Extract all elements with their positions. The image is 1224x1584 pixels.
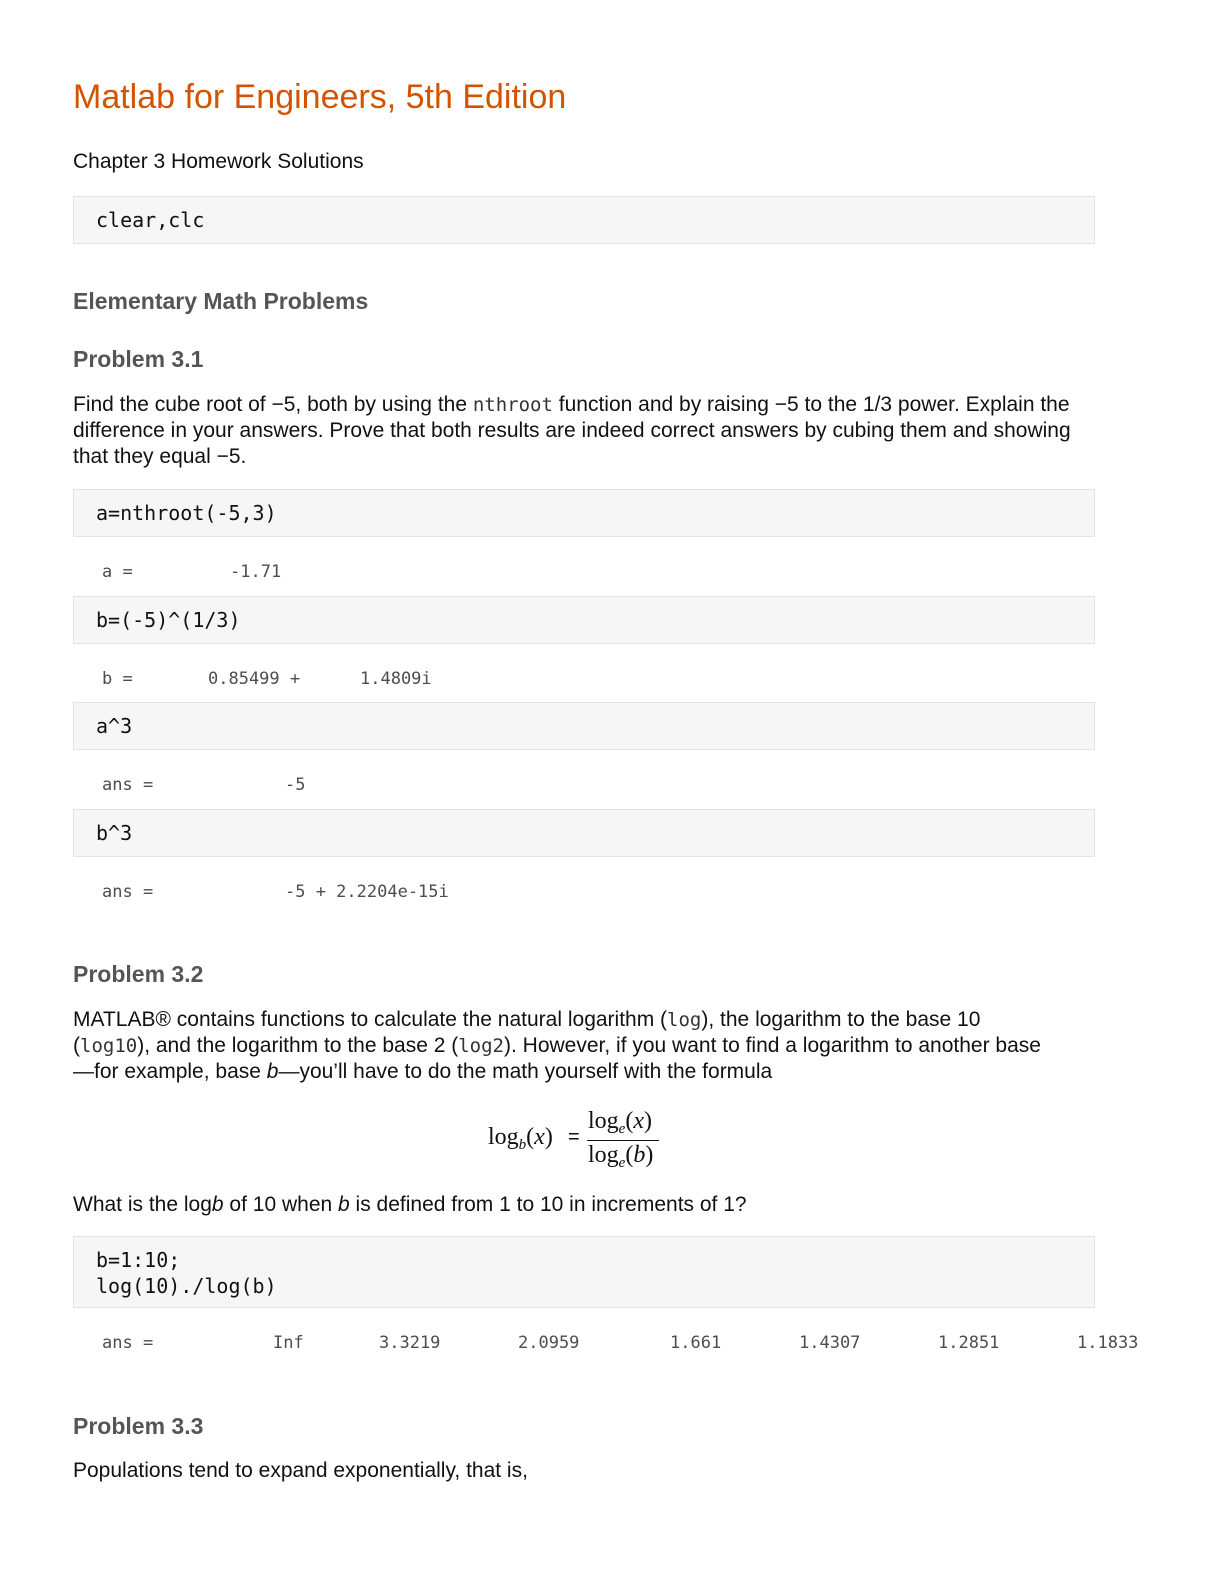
output-value: Inf xyxy=(273,1333,304,1353)
problem-3-2-text xyxy=(73,1007,1053,1085)
output-value-imag: 1.4809i xyxy=(360,669,432,689)
problem-text-part: ), and the logarithm to the base 2 ( xyxy=(137,1034,459,1057)
document-title: Matlab for Engineers, 5th Edition xyxy=(73,78,567,116)
output-b-cubed xyxy=(102,882,449,962)
problem-3-2-heading: Problem 3.2 xyxy=(73,961,204,987)
formula-equals: = xyxy=(568,1126,580,1148)
output-value: 3.3219 xyxy=(379,1333,441,1353)
inline-code-log: log xyxy=(667,1009,702,1031)
code-line: b=(-5)^(1/3) xyxy=(96,608,241,632)
code-block-a-cubed[interactable] xyxy=(73,702,1095,750)
output-label: ans = xyxy=(102,1333,154,1353)
code-line: a=nthroot(-5,3) xyxy=(96,501,277,525)
inline-code-log2: log2 xyxy=(458,1035,504,1057)
formula-log: log xyxy=(588,1142,619,1168)
variable-b: b xyxy=(266,1060,279,1083)
formula-subscript: b xyxy=(518,1137,527,1153)
code-block-nthroot[interactable] xyxy=(73,489,1095,537)
code-block-log-ratio[interactable] xyxy=(73,1236,1095,1308)
problem-text-part: What is the log xyxy=(73,1193,212,1216)
formula-subscript: e xyxy=(618,1155,626,1171)
code-block-power[interactable] xyxy=(73,596,1095,644)
output-value: 1.4307 xyxy=(799,1333,861,1353)
formula-var: b xyxy=(633,1142,646,1168)
formula-lhs: $\log_b(x)$ xyxy=(488,1124,553,1153)
code-line: a^3 xyxy=(96,714,133,738)
output-value: -5 xyxy=(285,775,306,795)
output-value: -5 + 2.2204e-15i xyxy=(285,882,449,902)
formula-log: log xyxy=(488,1124,519,1150)
output-value: 1.661 xyxy=(670,1333,722,1353)
output-value-real: 0.85499 + xyxy=(208,669,301,689)
code-line: b=1:10; xyxy=(96,1248,181,1272)
code-line: b^3 xyxy=(96,821,133,845)
problem-text-part: ). However, if you want to find a logarithm to another base—for example, base xyxy=(73,1034,1041,1083)
problem-text-part: ), the logarithm to the base 10 ( xyxy=(73,1008,981,1057)
formula-subscript: e xyxy=(618,1121,626,1137)
problem-text-part: Find the cube root of −5, both by using the xyxy=(73,393,473,416)
problem-3-3-text: Populations tend to expand exponentially, that is, xyxy=(73,1459,528,1482)
inline-code-log10: log10 xyxy=(80,1035,138,1057)
log-base-change-formula xyxy=(488,1108,688,1172)
output-value: 1.1833 xyxy=(1077,1333,1139,1353)
problem-text-part: —you’ll have to do the math yourself with the formula xyxy=(278,1060,773,1083)
output-label: b = xyxy=(102,669,133,689)
section-heading-elementary: Elementary Math Problems xyxy=(73,288,369,314)
output-label: ans = xyxy=(102,775,154,795)
output-value: 1.2851 xyxy=(938,1333,1000,1353)
formula-log: log xyxy=(588,1108,619,1134)
formula-denominator: $\log_e(b)$ xyxy=(588,1142,654,1171)
formula-var: x xyxy=(633,1108,644,1134)
fraction-bar xyxy=(587,1140,659,1141)
output-value: -1.71 xyxy=(230,562,282,582)
problem-text-part: is defined from 1 to 10 in increments of 1? xyxy=(349,1193,747,1216)
code-line: clear,clc xyxy=(96,208,205,232)
output-label: a = xyxy=(102,562,133,582)
output-value: 2.0959 xyxy=(518,1333,580,1353)
problem-text-part: of 10 when xyxy=(223,1193,339,1216)
code-block-clear[interactable] xyxy=(73,196,1095,244)
problem-3-3-heading: Problem 3.3 xyxy=(73,1413,204,1439)
code-line: log(10)./log(b) xyxy=(96,1274,277,1298)
problem-3-1-heading: Problem 3.1 xyxy=(73,346,204,372)
problem-3-2-question xyxy=(73,1192,1073,1218)
inline-code-nthroot: nthroot xyxy=(472,394,553,416)
problem-3-1-text xyxy=(73,392,1073,470)
problem-text-part: MATLAB® contains functions to calculate the natural logarithm ( xyxy=(73,1008,668,1031)
variable-b: b xyxy=(338,1193,350,1216)
code-block-b-cubed[interactable] xyxy=(73,809,1095,857)
formula-numerator: $\log_e(x)$ xyxy=(588,1108,652,1137)
variable-b: b xyxy=(211,1193,224,1216)
document-subtitle: Chapter 3 Homework Solutions xyxy=(73,150,364,173)
output-label: ans = xyxy=(102,882,154,902)
formula-var: x xyxy=(534,1124,545,1150)
problem-text-part: function and by raising −5 to the 1/3 power. Explain the difference in your answers. Prove that both results are indeed correct answers by cubing them and showing that they equal −5. xyxy=(73,393,1071,468)
